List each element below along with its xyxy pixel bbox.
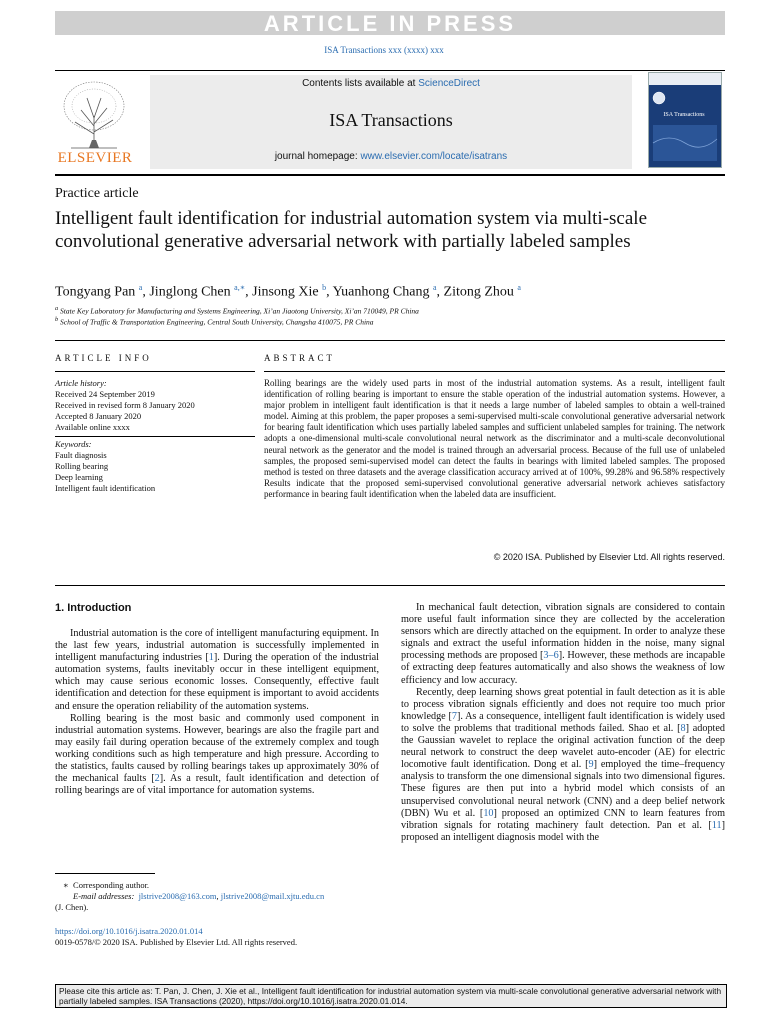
citation-link[interactable]: 2 [154, 773, 160, 785]
citation-link[interactable]: 10 [483, 807, 494, 819]
email-owner: (J. Chen). [55, 902, 89, 912]
author-affiliation-mark[interactable]: b [322, 283, 327, 292]
doi-block [55, 926, 297, 948]
footnote: ∗ Corresponding author. E-mail addresses: jlstrive2008@163.com, jlstrive2008@mail.xjtu.edu.cn (J. Chen). [55, 880, 385, 913]
author-name: Jinglong Chen [149, 284, 231, 300]
author-list: Tongyang Pan $^a$, Jinglong Chen $^{a,∗}$, Jinsong Xie $^b$, Yuanhong Chang $^a$, Zitong Zhou $^a$ [55, 283, 521, 300]
keyword: Intelligent fault identification [55, 483, 156, 493]
history-label: Article history: [55, 378, 107, 388]
citation-link[interactable]: 8 [680, 722, 686, 734]
author-affiliation-mark[interactable]: a [138, 283, 143, 292]
section-heading-introduction: 1. Introduction [55, 602, 132, 614]
abstract-text: Rolling bearings are the widely used parts in most of the industrial automation systems. As a result, intelligent fault identification of rolling bearing is important to ensure the stable operation of the industrial automation systems. However, a major problem in intelligent fault identification is that it needs a large number of labeled samples to obtain a well-trained model. Aiming at this problem, the paper proposes a semi-supervised multi-scale convolutional generative adversarial network for bearing fault identification which uses partially labeled samples and sufficient unlabeled samples for training. The network adopts a one-dimensional multi-scale convolutional neural network as the discriminator and a multi-scale deconvolutional neural network as the generator and the model is trained through an adversarial process. Because of the full use of unlabeled samples, the proposed semi-supervised model can detect the faults in bearings with limited labeled samples. The proposed method is tested on three datasets and the average classification accuracy arrived at of 100%, 99.28% and 96.58% respectively Results indicate that the proposed semi-supervised convolutional generative adversarial network achieves satisfactory performance in bearing fault identification when the labeled data are insufficient. [264, 378, 725, 499]
keyword: Fault diagnosis [55, 450, 107, 460]
homepage-link[interactable]: www.elsevier.com/locate/isatrans [360, 151, 508, 162]
citation-link[interactable]: 9 [588, 759, 594, 771]
sciencedirect-link[interactable]: ScienceDirect [418, 78, 480, 89]
paragraph: Industrial automation is the core of intelligent manufacturing equipment. In the last few years, industrial automation is successfully implemented in intelligent manufacturing industries [1]. During the operation of the industrial automation systems, faults inevitably occur in these intelligent equipment, which may cause serious economic losses. Consequently, effective fault identification and detection for these equipment is important to avoid accidents and ensure the operation reliability of the automation systems. [55, 628, 379, 712]
journal-name: ISA Transactions [329, 110, 453, 130]
journal-cover-image [648, 72, 722, 168]
history-item: Received in revised form 8 January 2020 [55, 400, 195, 410]
article-info-label: ARTICLE INFO [55, 353, 152, 363]
keywords-label: Keywords: [55, 439, 92, 449]
elsevier-wordmark: ELSEVIER [57, 150, 133, 166]
abstract-copyright: © 2020 ISA. Published by Elsevier Ltd. All rights reserved. [493, 552, 725, 562]
affiliation-a [55, 305, 419, 316]
author-name: Tongyang Pan [55, 284, 136, 300]
body-column-left [55, 628, 379, 797]
keywords-rule [55, 436, 255, 437]
issn-line: 0019-0578/© 2020 ISA. Published by Elsevier Ltd. All rights reserved. [55, 937, 298, 947]
corresponding-author: Corresponding author. [73, 880, 150, 890]
info-rule-top [55, 340, 725, 341]
keyword: Rolling bearing [55, 461, 109, 471]
info-rule [55, 371, 255, 372]
paragraph: Rolling bearing is the most basic and commonly used component in industrial automation systems. However, bearings are also the fragile part and may easily fail during operation because of the extremely complex and tough working conditions such as high temperature and high pressure. According to the statistics, faults caused by rolling bearings takes up approximately 30% of the mechanical faults [2]. As a result, fault identification and detection of rolling bearings are of vital importance for automation systems. [55, 712, 379, 797]
history-item: Accepted 8 January 2020 [55, 411, 142, 421]
body-column-right [401, 602, 725, 844]
homepage-line [150, 151, 632, 162]
footnote-rule [55, 873, 155, 874]
author-name: Zitong Zhou [443, 284, 514, 300]
article-type: Practice article [55, 186, 139, 201]
cover-artwork [649, 73, 721, 167]
email-link[interactable]: jlstrive2008@163.com [138, 891, 217, 901]
citation-link[interactable]: 11 [711, 819, 722, 831]
article-in-press-banner: ARTICLE IN PRESS [55, 11, 725, 35]
contents-prefix: Contents lists available at [302, 78, 419, 89]
citation-link[interactable]: 3–6 [543, 650, 559, 662]
email-label: E-mail addresses: [73, 891, 135, 901]
author-affiliation-mark[interactable]: a,∗ [234, 283, 246, 292]
abstract-label: ABSTRACT [264, 353, 336, 363]
journal-reference[interactable]: ISA Transactions xxx (xxxx) xxx [324, 45, 444, 55]
author-affiliation-mark[interactable]: a [517, 283, 521, 292]
abstract-rule-bottom [55, 585, 725, 586]
author-affiliation-mark[interactable]: a [432, 283, 437, 292]
history-item: Received 24 September 2019 [55, 389, 155, 399]
history-item: Available online xxxx [55, 422, 130, 432]
article-title: Intelligent fault identification for industrial automation system via multi-scale convolutional generative adversarial network with partially labeled samples [55, 208, 648, 252]
author-name: Yuanhong Chang [332, 284, 430, 300]
abstract-rule [264, 371, 725, 372]
paragraph: In mechanical fault detection, vibration signals are considered to contain more useful fault information since they are collected by the acceleration sensors which are directly attached on the equipment. In order to analyze these signals and extract the useful information hidden in the noise, many signal processing methods are proposed [3–6]. However, these methods are incapable of extracting deep features automatically and also shows the weakness of low efficiency and low accuracy. [401, 602, 725, 686]
contents-line [150, 78, 632, 89]
footnote-mark: ∗ [63, 880, 69, 890]
author-name: Jinsong Xie [252, 284, 319, 300]
citation-link[interactable]: 7 [451, 710, 457, 722]
homepage-prefix: journal homepage: [274, 151, 361, 162]
affiliation-text: State Key Laboratory for Manufacturing and Systems Engineering, Xi’an Jiaotong University, Xi’an 710049, PR China [60, 306, 419, 316]
header-rule-top [55, 70, 725, 71]
citation-box: Please cite this article as: T. Pan, J. Chen, J. Xie et al., Intelligent fault identification for industrial automation system via multi-scale convolutional generative adversarial network with partially labeled samples. ISA Transactions (2020), https://doi.org/10.1016/j.isatra.2020.01.014. [55, 984, 727, 1008]
cover-journal-title: ISA Transactions [663, 112, 705, 118]
doi-link[interactable]: https://doi.org/10.1016/j.isatra.2020.01.014 [55, 926, 203, 936]
header-rule-bottom [55, 174, 725, 176]
affiliation-b [55, 316, 374, 327]
citation-link[interactable]: 1 [208, 652, 214, 664]
keyword: Deep learning [55, 472, 103, 482]
article-info [55, 378, 255, 494]
affiliation-mark: a [55, 305, 59, 312]
email-link[interactable]: jlstrive2008@mail.xjtu.edu.cn [220, 891, 325, 901]
paragraph: Recently, deep learning shows great potential in fault detection as it is able to process vibration signals efficiently and does not require too much prior knowledge [7]. As a consequence, intelligent fault identification is widely used to solve the problems that traditional methods failed. Shao et al. [8] adopted the Gaussian wavelet to replace the original activation function of the deep neural network to construct the deep wavelet auto-encoder (AE) for electric locomotive fault identification. Dong et al. [9] employed the time–frequency analysis to transform the one dimensional signals into two dimensional figures. These figures are then put into a hybrid model which consists of an unsupervised convolutional neural network (CNN) and a deep belief network (DBN) Wu et al. [10] proposed an optimized CNN to learn features from vibration signals for rotating machinery fault detection. Pan et al. [11] proposed an intelligent diagnosis model with the [401, 686, 725, 843]
affiliation-text: School of Traffic & Transportation Engineering, Central South University, Changsha 410075, PR China [60, 317, 374, 327]
affiliation-mark: b [55, 316, 59, 323]
